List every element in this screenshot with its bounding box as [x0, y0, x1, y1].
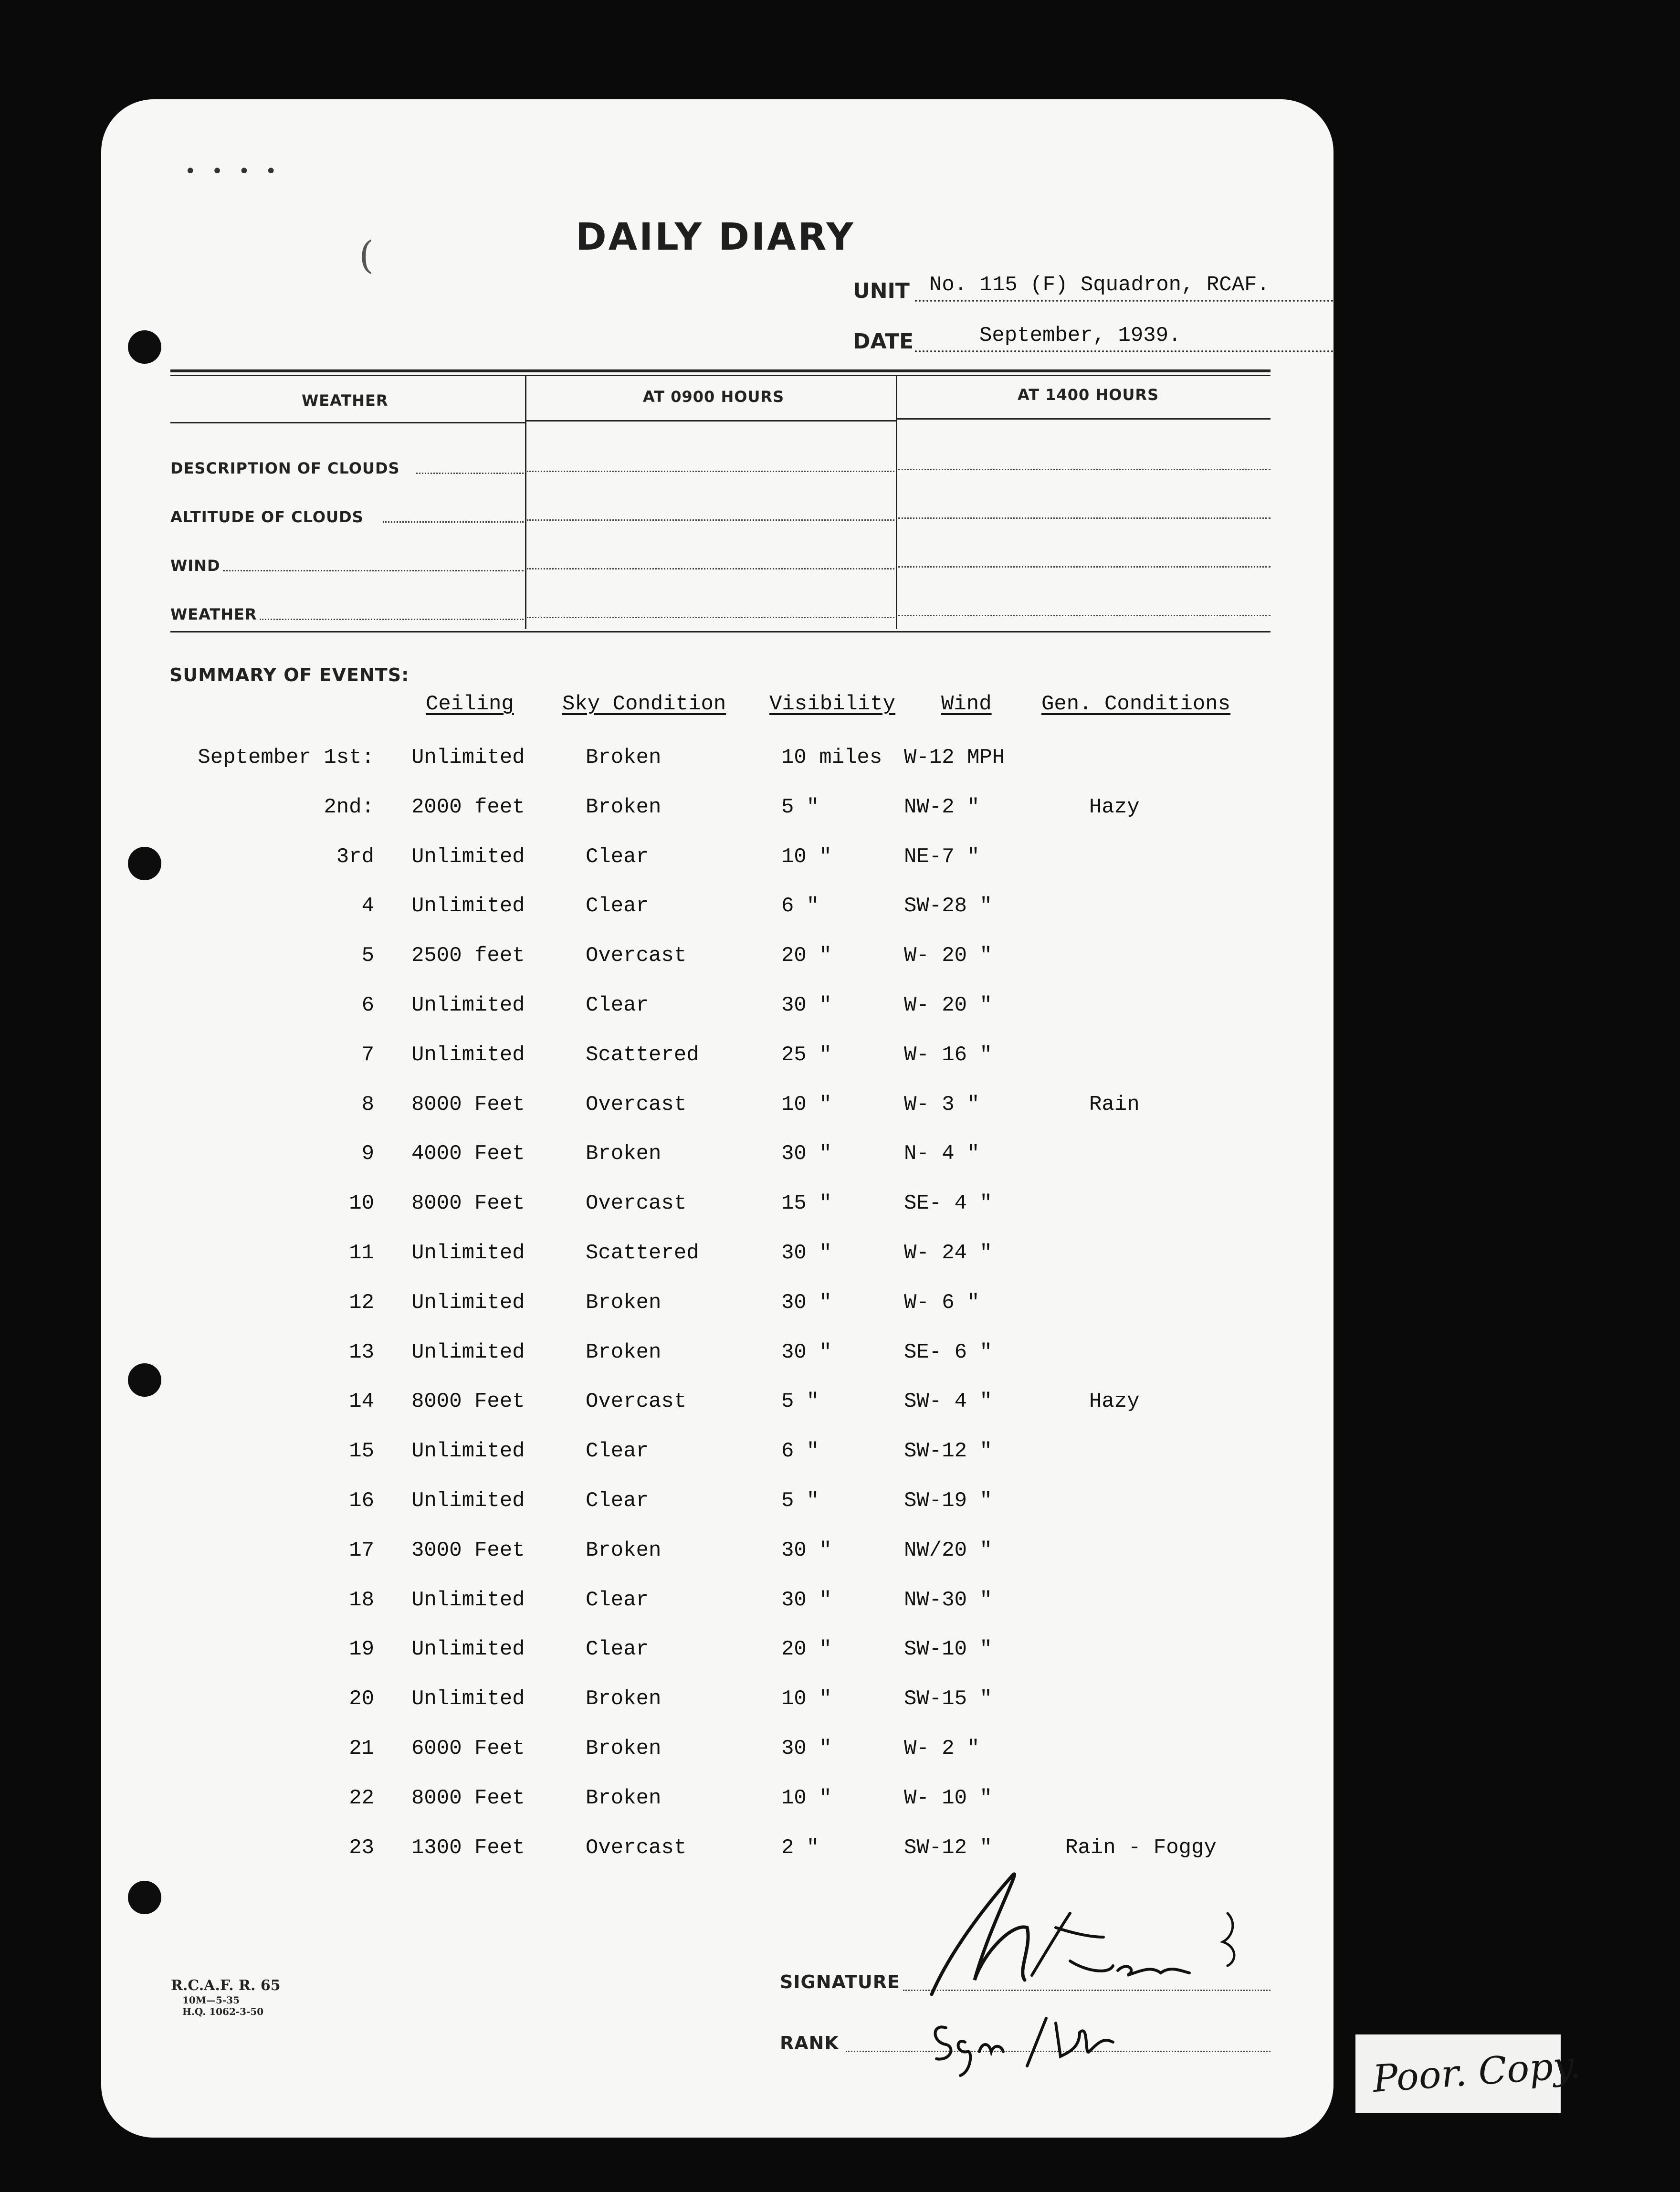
row-wind: NE-7 ": [904, 844, 980, 869]
row-ceiling: 8000 Feet: [411, 1390, 525, 1414]
weather-row-dots: [223, 570, 524, 571]
row-day: 14: [349, 1390, 374, 1414]
row-sky: Overcast: [586, 944, 687, 968]
unit-dotted-line: [915, 300, 1334, 302]
corner-mark: • • • •: [185, 160, 282, 182]
row-visibility: 10 ": [781, 844, 832, 869]
row-day: 4: [361, 894, 374, 918]
row-visibility: 10 ": [781, 1092, 832, 1117]
row-sky: Clear: [586, 844, 649, 869]
row-ceiling: 8000 Feet: [411, 1092, 525, 1117]
wind-header: Wind: [941, 692, 992, 716]
weather-row-dots: [898, 615, 1270, 616]
table-divider-2: [896, 376, 897, 629]
diary-sheet: [101, 99, 1334, 2138]
signature-label: SIGNATURE: [780, 1971, 900, 1992]
row-day: 20: [349, 1687, 374, 1711]
row-ceiling: 1300 Feet: [411, 1835, 525, 1860]
row-sky: Broken: [586, 1340, 662, 1364]
unit-value: No. 115 (F) Squadron, RCAF.: [929, 273, 1270, 297]
date-dotted-line: [915, 350, 1334, 352]
row-visibility: 6 ": [781, 894, 819, 918]
punch-hole: [128, 1881, 161, 1914]
form-code-main: R.C.A.F. R. 65: [171, 1977, 281, 1994]
row-gen-conditions: Hazy: [1089, 795, 1140, 819]
row-ceiling: Unlimited: [411, 1637, 525, 1662]
row-wind: W-12 MPH: [904, 746, 1005, 769]
row-wind: W- 2 ": [904, 1737, 980, 1760]
row-ceiling: Unlimited: [411, 1340, 525, 1364]
signature-image: [903, 1856, 1256, 2009]
row-wind: SW-28 ": [904, 894, 992, 918]
row-wind: NW/20 ": [904, 1538, 992, 1562]
row-visibility: 30 ": [781, 1538, 832, 1562]
row-day: 6: [361, 993, 374, 1017]
row-wind: N- 4 ": [904, 1142, 980, 1166]
row-sky: Clear: [586, 993, 649, 1017]
row-wind: SW- 4 ": [904, 1390, 992, 1414]
row-day: 11: [349, 1241, 374, 1265]
row-day: 3rd: [336, 844, 374, 869]
row-day: 10: [349, 1191, 374, 1216]
row-day: 19: [349, 1637, 374, 1662]
row-sky: Overcast: [586, 1835, 687, 1860]
weather-row-dots: [527, 617, 894, 618]
row-sky: Overcast: [586, 1390, 687, 1414]
row-visibility: 30 ": [781, 1241, 832, 1265]
row-ceiling: 4000 Feet: [411, 1142, 525, 1166]
ceiling-header: Ceiling: [426, 692, 514, 716]
row-visibility: 5 ": [781, 1489, 819, 1513]
row-day: 22: [349, 1786, 374, 1810]
row-sky: Broken: [586, 1538, 662, 1562]
row-visibility: 20 ": [781, 944, 832, 968]
row-wind: W- 6 ": [904, 1290, 980, 1315]
weather-row-dots: [527, 519, 894, 521]
row-wind: NW-2 ": [904, 795, 980, 819]
row-visibility: 30 ": [781, 993, 832, 1017]
poor-copy-text: Poor. Copy.: [1371, 2043, 1583, 2101]
row-visibility: 6 ": [781, 1439, 819, 1464]
weather-row-label: ALTITUDE OF CLOUDS: [170, 508, 364, 526]
pencil-mark: (: [359, 233, 374, 277]
row-ceiling: Unlimited: [411, 1489, 525, 1513]
row-wind: W- 3 ": [904, 1092, 980, 1117]
row-wind: W- 16 ": [904, 1043, 992, 1067]
row-ceiling: 8000 Feet: [411, 1191, 525, 1216]
unit-label: UNIT: [853, 279, 910, 303]
weather-row-dots: [416, 473, 524, 474]
weather-head-rule: [170, 422, 526, 423]
row-wind: SW-19 ": [904, 1489, 992, 1513]
row-wind: W- 10 ": [904, 1786, 992, 1810]
row-sky: Clear: [586, 1489, 649, 1513]
head-1400-rule: [897, 418, 1270, 420]
row-day: 2nd:: [324, 795, 374, 819]
row-sky: Overcast: [586, 1191, 687, 1216]
row-ceiling: Unlimited: [411, 894, 525, 918]
row-ceiling: 8000 Feet: [411, 1786, 525, 1810]
row-visibility: 10 miles: [781, 746, 882, 769]
row-visibility: 20 ": [781, 1637, 832, 1662]
row-wind: SW-12 ": [904, 1835, 992, 1860]
form-code-sub1: 10M—5-35: [182, 1994, 240, 2006]
row-sky: Broken: [586, 1786, 662, 1810]
row-gen-conditions: Hazy: [1089, 1390, 1140, 1414]
weather-row-label: WIND: [170, 557, 220, 575]
row-visibility: 15 ": [781, 1191, 832, 1216]
row-ceiling: 2500 feet: [411, 944, 525, 968]
row-sky: Overcast: [586, 1092, 687, 1117]
row-day: 15: [349, 1439, 374, 1464]
row-visibility: 30 ": [781, 1588, 832, 1612]
table-top-rule-thin: [170, 375, 1270, 376]
punch-hole: [128, 1363, 161, 1397]
row-gen-conditions: Rain: [1089, 1092, 1140, 1117]
row-sky: Broken: [586, 1687, 662, 1711]
row-sky: Scattered: [586, 1241, 699, 1265]
weather-row-dots: [898, 517, 1270, 519]
row-visibility: 10 ": [781, 1786, 832, 1810]
row-wind: NW-30 ": [904, 1588, 992, 1612]
row-ceiling: 3000 Feet: [411, 1538, 525, 1562]
row-ceiling: Unlimited: [411, 1439, 525, 1464]
date-value: September, 1939.: [979, 324, 1181, 348]
row-wind: SW-10 ": [904, 1637, 992, 1662]
row-visibility: 2 ": [781, 1835, 819, 1860]
weather-row-label: WEATHER: [170, 605, 257, 623]
row-visibility: 30 ": [781, 1142, 832, 1166]
row-sky: Broken: [586, 1142, 662, 1166]
rank-label: RANK: [780, 2033, 839, 2054]
table-bottom-rule: [170, 631, 1270, 632]
row-wind: SW-15 ": [904, 1687, 992, 1711]
weather-row-dots: [898, 566, 1270, 568]
row-ceiling: Unlimited: [411, 1687, 525, 1711]
date-label: DATE: [853, 329, 914, 354]
weather-row-dots: [898, 469, 1270, 470]
row-visibility: 30 ": [781, 1737, 832, 1760]
row-ceiling: Unlimited: [411, 993, 525, 1017]
rank-handwriting: [927, 2004, 1127, 2080]
row-wind: SE- 4 ": [904, 1191, 992, 1216]
row-wind: W- 20 ": [904, 993, 992, 1017]
row-gen-conditions: Rain - Foggy: [1065, 1835, 1217, 1860]
row-ceiling: Unlimited: [411, 1290, 525, 1315]
row-wind: SW-12 ": [904, 1439, 992, 1464]
row-day: 5: [361, 944, 374, 968]
weather-row-dots: [527, 471, 894, 472]
row-sky: Clear: [586, 1637, 649, 1662]
row-day: September 1st:: [198, 746, 374, 769]
form-code: [171, 1977, 281, 2017]
weather-row-dots: [527, 568, 894, 569]
sky-header: Sky Condition: [562, 692, 726, 716]
weather-row-dots: [383, 521, 524, 523]
row-sky: Broken: [586, 1737, 662, 1760]
row-day: 23: [349, 1835, 374, 1860]
row-sky: Broken: [586, 795, 662, 819]
row-day: 9: [361, 1142, 374, 1166]
row-day: 16: [349, 1489, 374, 1513]
row-sky: Clear: [586, 1439, 649, 1464]
punch-hole: [128, 847, 161, 880]
row-wind: W- 24 ": [904, 1241, 992, 1265]
date-row: [853, 324, 1181, 354]
row-wind: SE- 6 ": [904, 1340, 992, 1364]
form-code-sub2: H.Q. 1062-3-50: [182, 2006, 264, 2017]
row-visibility: 5 ": [781, 795, 819, 819]
row-day: 17: [349, 1538, 374, 1562]
col-0900-header: AT 0900 HOURS: [643, 388, 785, 406]
punch-hole: [128, 330, 161, 364]
row-ceiling: Unlimited: [411, 844, 525, 869]
weather-row-dots: [260, 619, 524, 620]
row-ceiling: Unlimited: [411, 1043, 525, 1067]
gen-header: Gen. Conditions: [1041, 692, 1231, 716]
col-weather-header: WEATHER: [302, 391, 388, 410]
weather-row-label: DESCRIPTION OF CLOUDS: [170, 459, 400, 477]
row-wind: W- 20 ": [904, 944, 992, 968]
summary-label: SUMMARY OF EVENTS:: [169, 664, 410, 685]
table-top-rule: [170, 369, 1270, 372]
row-visibility: 30 ": [781, 1340, 832, 1364]
page-title: DAILY DIARY: [576, 216, 855, 259]
head-0900-rule: [526, 420, 896, 422]
row-day: 13: [349, 1340, 374, 1364]
row-sky: Broken: [586, 746, 662, 769]
row-ceiling: Unlimited: [411, 1588, 525, 1612]
row-day: 7: [361, 1043, 374, 1067]
row-day: 21: [349, 1737, 374, 1760]
row-sky: Scattered: [586, 1043, 699, 1067]
row-ceiling: 6000 Feet: [411, 1737, 525, 1760]
col-1400-header: AT 1400 HOURS: [1018, 386, 1159, 404]
row-ceiling: Unlimited: [411, 1241, 525, 1265]
table-divider-1: [525, 376, 526, 629]
row-visibility: 25 ": [781, 1043, 832, 1067]
unit-row: [853, 273, 1270, 303]
row-sky: Clear: [586, 1588, 649, 1612]
poor-copy-stamp: [1355, 2034, 1583, 2113]
row-visibility: 5 ": [781, 1390, 819, 1414]
visibility-header: Visibility: [769, 692, 896, 716]
row-day: 12: [349, 1290, 374, 1315]
row-sky: Broken: [586, 1290, 662, 1315]
row-ceiling: 2000 feet: [411, 795, 525, 819]
row-sky: Clear: [586, 894, 649, 918]
row-day: 18: [349, 1588, 374, 1612]
row-ceiling: Unlimited: [411, 746, 525, 769]
row-visibility: 30 ": [781, 1290, 832, 1315]
row-day: 8: [361, 1092, 374, 1117]
row-visibility: 10 ": [781, 1687, 832, 1711]
